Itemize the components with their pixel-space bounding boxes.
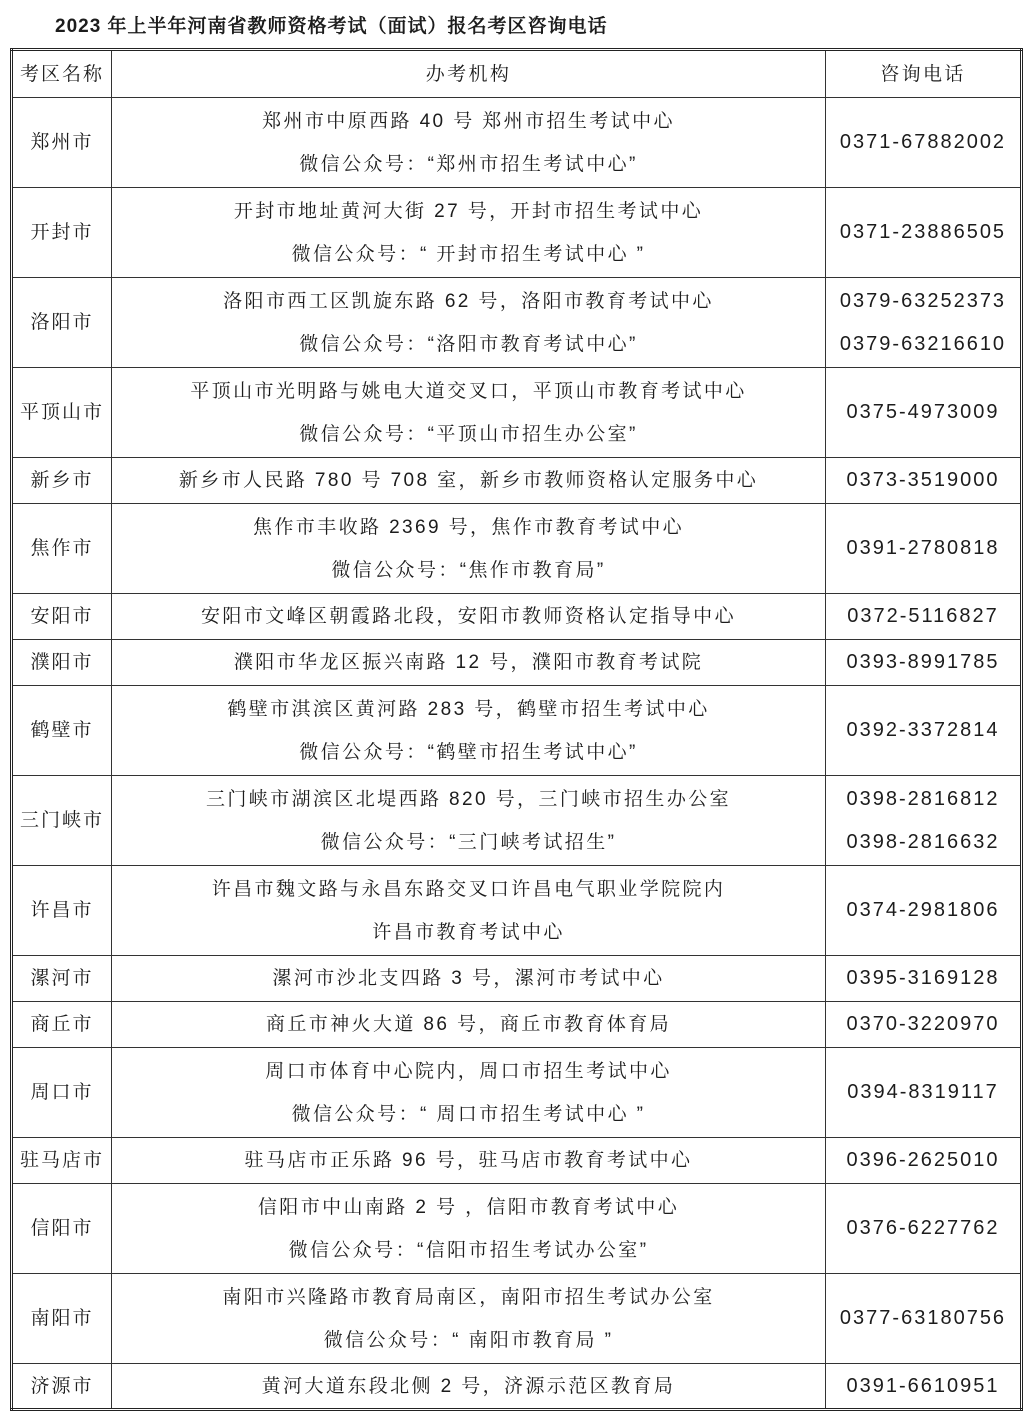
area-name: 周口市 bbox=[30, 1082, 94, 1103]
phone-cell bbox=[826, 1274, 1022, 1364]
area-name: 郑州市 bbox=[30, 132, 94, 153]
agency-cell bbox=[112, 776, 826, 866]
agency-address: 信阳市中山南路 2 号 ，信阳市教育考试中心 bbox=[257, 1196, 680, 1218]
area-cell bbox=[12, 368, 112, 458]
header-agency bbox=[112, 50, 826, 98]
agency-address: 漯河市沙北支四路 3 号，漯河市考试中心 bbox=[272, 968, 665, 989]
agency-line: 微信公众号：“ 周口市招生考试中心 ” bbox=[291, 1103, 646, 1125]
agency-address: 三门峡市湖滨区北堤西路 820 号，三门峡市招生办公室 bbox=[205, 788, 732, 810]
agency-line: 微信公众号：“洛阳市教育考试中心” bbox=[299, 333, 638, 355]
phone-cell bbox=[826, 1048, 1022, 1138]
phone-number: 0377-63180756 bbox=[839, 1307, 1007, 1329]
area-cell bbox=[12, 956, 112, 1002]
agency-address: 商丘市神火大道 86 号，商丘市教育体育局 bbox=[265, 1014, 672, 1035]
phone-number: 0370-3220970 bbox=[846, 1013, 1000, 1035]
phone-cell bbox=[826, 368, 1022, 458]
agency-cell bbox=[112, 368, 826, 458]
area-name: 安阳市 bbox=[30, 606, 94, 627]
agency-address: 黄河大道东段北侧 2 号，济源示范区教育局 bbox=[261, 1375, 676, 1397]
phone-cell bbox=[826, 776, 1022, 866]
agency-cell bbox=[112, 188, 826, 278]
area-cell bbox=[12, 686, 112, 776]
phone-cell bbox=[826, 188, 1022, 278]
table-row bbox=[12, 640, 1022, 686]
area-name: 许昌市 bbox=[30, 900, 94, 921]
agency-cell bbox=[112, 866, 826, 956]
phone-cell bbox=[826, 866, 1022, 956]
phone-number: 0372-5116827 bbox=[847, 605, 999, 627]
area-cell bbox=[12, 1274, 112, 1364]
agency-address: 南阳市兴隆路市教育局南区，南阳市招生考试办公室 bbox=[222, 1286, 715, 1308]
header-area bbox=[12, 50, 112, 98]
header-phone-label: 咨询电话 bbox=[880, 63, 966, 85]
table-row bbox=[12, 1002, 1022, 1048]
agency-cell bbox=[112, 956, 826, 1002]
agency-address: 周口市体育中心院内，周口市招生考试中心 bbox=[265, 1060, 672, 1082]
contact-table bbox=[10, 48, 1023, 1411]
phone-number: 0398-2816812 bbox=[846, 787, 1000, 810]
agency-address: 焦作市丰收路 2369 号，焦作市教育考试中心 bbox=[252, 516, 685, 538]
phone-cell bbox=[826, 1364, 1022, 1410]
area-name: 鹤壁市 bbox=[30, 720, 94, 741]
agency-address: 许昌市魏文路与永昌东路交叉口许昌电气职业学院院内 bbox=[211, 878, 726, 900]
header-phone bbox=[826, 50, 1022, 98]
area-name: 开封市 bbox=[30, 222, 94, 243]
agency-cell bbox=[112, 1048, 826, 1138]
area-cell bbox=[12, 188, 112, 278]
agency-address: 开封市地址黄河大街 27 号，开封市招生考试中心 bbox=[233, 200, 704, 222]
table-row bbox=[12, 278, 1022, 368]
agency-cell bbox=[112, 640, 826, 686]
agency-cell bbox=[112, 98, 826, 188]
phone-cell bbox=[826, 640, 1022, 686]
area-cell bbox=[12, 640, 112, 686]
table-row bbox=[12, 368, 1022, 458]
table-row bbox=[12, 594, 1022, 640]
agency-cell bbox=[112, 504, 826, 594]
area-name: 三门峡市 bbox=[19, 810, 104, 831]
agency-line: 微信公众号：“鹤壁市招生考试中心” bbox=[299, 741, 638, 763]
agency-line: 微信公众号：“三门峡考试招生” bbox=[320, 831, 617, 853]
area-name: 濮阳市 bbox=[30, 652, 94, 673]
area-cell bbox=[12, 1138, 112, 1184]
phone-number: 0394-8319117 bbox=[847, 1081, 999, 1103]
agency-line: 微信公众号：“ 南阳市教育局 ” bbox=[323, 1329, 614, 1351]
phone-cell bbox=[826, 98, 1022, 188]
page-title: 2023 年上半年河南省教师资格考试（面试）报名考区咨询电话 bbox=[55, 16, 608, 37]
phone-number: 0395-3169128 bbox=[846, 967, 1000, 989]
table-row bbox=[12, 1364, 1022, 1410]
header-agency-label: 办考机构 bbox=[425, 63, 512, 85]
area-cell bbox=[12, 278, 112, 368]
agency-cell bbox=[112, 1184, 826, 1274]
phone-number: 0373-3519000 bbox=[846, 469, 1000, 491]
area-cell bbox=[12, 1048, 112, 1138]
agency-cell bbox=[112, 1274, 826, 1364]
table-row bbox=[12, 188, 1022, 278]
area-name: 信阳市 bbox=[30, 1218, 94, 1239]
area-name: 济源市 bbox=[30, 1375, 94, 1397]
phone-cell bbox=[826, 278, 1022, 368]
agency-address: 驻马店市正乐路 96 号，驻马店市教育考试中心 bbox=[244, 1150, 693, 1171]
agency-line: 微信公众号：“焦作市教育局” bbox=[331, 559, 606, 581]
area-cell bbox=[12, 1364, 112, 1410]
phone-number: 0391-2780818 bbox=[846, 537, 1000, 559]
agency-address: 鹤壁市淇滨区黄河路 283 号，鹤壁市招生考试中心 bbox=[227, 698, 710, 720]
phone-cell bbox=[826, 1184, 1022, 1274]
area-name: 平顶山市 bbox=[19, 402, 104, 423]
agency-cell bbox=[112, 458, 826, 504]
agency-address: 郑州市中原西路 40 号 郑州市招生考试中心 bbox=[262, 110, 675, 132]
phone-number: 0396-2625010 bbox=[846, 1149, 1000, 1171]
table-row bbox=[12, 776, 1022, 866]
agency-address: 濮阳市华龙区振兴南路 12 号，濮阳市教育考试院 bbox=[233, 652, 704, 673]
phone-cell bbox=[826, 504, 1022, 594]
agency-line: 许昌市教育考试中心 bbox=[372, 921, 565, 943]
table-row bbox=[12, 1048, 1022, 1138]
agency-line: 微信公众号：“信阳市招生考试办公室” bbox=[288, 1239, 649, 1261]
agency-address: 安阳市文峰区朝霞路北段，安阳市教师资格认定指导中心 bbox=[200, 606, 736, 627]
header-row bbox=[12, 50, 1022, 98]
phone-number: 0379-63252373 bbox=[839, 289, 1007, 312]
phone-number: 0398-2816632 bbox=[846, 830, 1000, 853]
area-cell bbox=[12, 594, 112, 640]
table-row bbox=[12, 1274, 1022, 1364]
area-cell bbox=[12, 1002, 112, 1048]
area-name: 南阳市 bbox=[30, 1308, 94, 1329]
header-area-label: 考区名称 bbox=[19, 63, 104, 85]
area-cell bbox=[12, 504, 112, 594]
agency-line: 微信公众号：“ 开封市招生考试中心 ” bbox=[291, 243, 646, 265]
table-row bbox=[12, 98, 1022, 188]
phone-number: 0379-63216610 bbox=[839, 332, 1007, 355]
phone-number: 0371-67882002 bbox=[839, 131, 1007, 153]
area-name: 漯河市 bbox=[30, 968, 94, 989]
area-name: 焦作市 bbox=[30, 538, 94, 559]
phone-number: 0371-23886505 bbox=[839, 221, 1007, 243]
agency-cell bbox=[112, 278, 826, 368]
agency-cell bbox=[112, 686, 826, 776]
table-row bbox=[12, 866, 1022, 956]
table-row bbox=[12, 1184, 1022, 1274]
table-row bbox=[12, 458, 1022, 504]
agency-cell bbox=[112, 1364, 826, 1410]
agency-cell bbox=[112, 594, 826, 640]
agency-cell bbox=[112, 1138, 826, 1184]
area-name: 驻马店市 bbox=[19, 1150, 104, 1171]
phone-number: 0391-6610951 bbox=[846, 1374, 1000, 1397]
phone-cell bbox=[826, 1002, 1022, 1048]
phone-number: 0393-8991785 bbox=[846, 651, 1000, 673]
phone-cell bbox=[826, 594, 1022, 640]
phone-number: 0376-6227762 bbox=[846, 1217, 1000, 1239]
table-row bbox=[12, 1138, 1022, 1184]
area-cell bbox=[12, 866, 112, 956]
area-cell bbox=[12, 458, 112, 504]
area-name: 商丘市 bbox=[30, 1014, 94, 1035]
agency-address: 洛阳市西工区凯旋东路 62 号，洛阳市教育考试中心 bbox=[223, 290, 714, 312]
area-name: 洛阳市 bbox=[30, 312, 94, 333]
phone-cell bbox=[826, 458, 1022, 504]
table-body bbox=[12, 98, 1022, 1410]
phone-cell bbox=[826, 956, 1022, 1002]
agency-address: 平顶山市光明路与姚电大道交叉口，平顶山市教育考试中心 bbox=[190, 380, 747, 402]
area-cell bbox=[12, 1184, 112, 1274]
table-row bbox=[12, 686, 1022, 776]
agency-line: 微信公众号：“平顶山市招生办公室” bbox=[299, 423, 638, 445]
table-row bbox=[12, 504, 1022, 594]
phone-cell bbox=[826, 1138, 1022, 1184]
phone-cell bbox=[826, 686, 1022, 776]
phone-number: 0392-3372814 bbox=[846, 719, 1000, 741]
phone-number: 0374-2981806 bbox=[846, 899, 1000, 921]
area-cell bbox=[12, 98, 112, 188]
phone-number: 0375-4973009 bbox=[846, 401, 1000, 423]
area-name: 新乡市 bbox=[30, 470, 94, 491]
agency-cell bbox=[112, 1002, 826, 1048]
agency-address: 新乡市人民路 780 号 708 室，新乡市教师资格认定服务中心 bbox=[178, 470, 759, 491]
table-row bbox=[12, 956, 1022, 1002]
area-cell bbox=[12, 776, 112, 866]
agency-line: 微信公众号：“郑州市招生考试中心” bbox=[299, 153, 638, 175]
